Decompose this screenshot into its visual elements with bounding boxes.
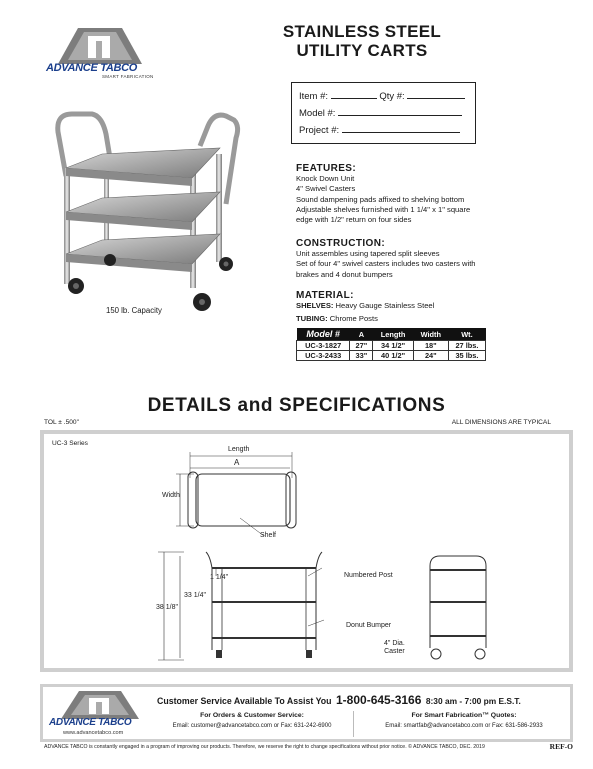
feature-item: Adjustable shelves furnished with 1 1/4" x 1" square [296, 204, 471, 214]
specs-table [296, 328, 486, 361]
footer-divider [353, 711, 354, 737]
material-section [296, 290, 556, 325]
col-model: Model # [297, 328, 350, 341]
features-heading: FEATURES: [296, 163, 357, 174]
donut-bumper-label: Donut Bumper [346, 622, 392, 629]
model-field[interactable] [338, 106, 462, 116]
series-label: UC-3 Series [52, 440, 88, 447]
length-label: Length [228, 446, 250, 453]
qty-label: Qty #: [379, 91, 405, 102]
item-field[interactable] [331, 89, 377, 99]
col-length: Length [373, 328, 413, 341]
feature-item: Sound dampening pads affixed to shelving bottom [296, 194, 465, 204]
smartfab-contact[interactable]: Email: smartfab@advancetabco.com or Fax: 631-586-2933 [385, 723, 543, 729]
drawing-panel [40, 430, 573, 672]
shelf-label: Shelf [260, 532, 276, 539]
cart-photo [40, 104, 250, 320]
typical-label: ALL DIMENSIONS ARE TYPICAL [451, 419, 551, 426]
numbered-post-label: Numbered Post [344, 572, 393, 579]
orders-block [157, 712, 347, 729]
tubing-value: Chrome Posts [329, 314, 378, 324]
model-label: Model #: [299, 108, 336, 119]
cell: 34 1/2" [373, 341, 413, 351]
table-header-row [297, 328, 486, 341]
orders-heading: For Orders & Customer Service: [200, 712, 304, 719]
service-prefix: Customer Service Available To Assist You [157, 696, 332, 706]
cell: UC-3-2433 [297, 351, 350, 361]
caster-line-1: 4" Dia. [384, 640, 405, 647]
orders-contact[interactable]: Email: customer@advancetabco.com or Fax: 631-242-6900 [172, 723, 332, 729]
cell: 27" [350, 341, 373, 351]
col-wt: Wt. [448, 328, 485, 341]
project-info-box [291, 82, 476, 144]
item-label: Item #: [299, 91, 329, 102]
footer-logo [47, 689, 153, 739]
logo-mark-icon [44, 26, 156, 66]
construction-section [296, 238, 556, 280]
smartfab-block [361, 712, 567, 729]
cell: 33" [350, 351, 373, 361]
project-field[interactable] [342, 123, 460, 133]
caster-label [384, 640, 405, 656]
service-hours: 8:30 am - 7:00 pm E.S.T. [425, 696, 521, 706]
dim-1-1-4: 1 1/4" [210, 574, 229, 581]
brand-logo [44, 26, 156, 82]
customer-service-line [157, 691, 521, 709]
ref-code: REF-O [549, 742, 573, 751]
footer-website[interactable]: www.advancetabco.com [63, 730, 124, 736]
tolerance-label: TOL ± .500" [44, 419, 79, 426]
brand-name: ADVANCE TABCO [46, 62, 138, 74]
cell: 27 lbs. [448, 341, 485, 351]
cell: 40 1/2" [373, 351, 413, 361]
col-width: Width [413, 328, 448, 341]
table-row [297, 351, 486, 361]
material-heading: MATERIAL: [296, 290, 354, 301]
construction-item: Set of four 4" swivel casters includes two casters with [296, 259, 476, 269]
tubing-label: TUBING: [296, 314, 328, 324]
smartfab-heading: For Smart Fabrication™ Quotes: [411, 712, 517, 719]
a-label: A [234, 458, 240, 467]
page-title [262, 22, 462, 60]
table-row [297, 341, 486, 351]
features-section [296, 163, 556, 225]
capacity-label: 150 lb. Capacity [106, 306, 162, 315]
disclaimer: ADVANCE TABCO is constantly engaged in a program of improving our products. Therefore, we reserve the right to change specifications without prior notice. © ADVANCE TABCO, DEC. 2019 [44, 744, 485, 750]
shelves-value: Heavy Gauge Stainless Steel [335, 301, 435, 310]
brand-tagline: SMART FABRICATION [102, 74, 154, 79]
feature-item: 4" Swivel Casters [296, 184, 356, 194]
title-line-2: UTILITY CARTS [296, 41, 428, 60]
footer-box [40, 684, 573, 742]
phone-number[interactable]: 1-800-645-3166 [336, 693, 422, 707]
col-a: A [350, 328, 373, 341]
footer-brand-name: ADVANCE TABCO [49, 717, 132, 728]
dim-33-1-4: 33 1/4" [184, 592, 206, 599]
construction-item: Unit assembles using tapered split sleeves [296, 249, 440, 258]
project-label: Project #: [299, 125, 340, 136]
details-title: DETAILS and SPECIFICATIONS [147, 395, 446, 416]
qty-field[interactable] [407, 89, 465, 99]
feature-item: Knock Down Unit [296, 174, 355, 183]
cell: UC-3-1827 [297, 341, 350, 351]
cell: 35 lbs. [448, 351, 485, 361]
cell: 18" [413, 341, 448, 351]
cell: 24" [413, 351, 448, 361]
feature-item: edge with 1/2" return on four sides [296, 215, 412, 225]
construction-heading: CONSTRUCTION: [296, 238, 386, 249]
shelves-label: SHELVES: [296, 301, 334, 310]
title-line-1: STAINLESS STEEL [282, 22, 442, 41]
caster-line-2: Caster [384, 648, 405, 655]
dim-38-1-8: 38 1/8" [156, 604, 178, 611]
end-view-drawing [418, 552, 498, 662]
construction-item: brakes and 4 donut bumpers [296, 269, 393, 279]
width-label: Width [162, 492, 180, 499]
